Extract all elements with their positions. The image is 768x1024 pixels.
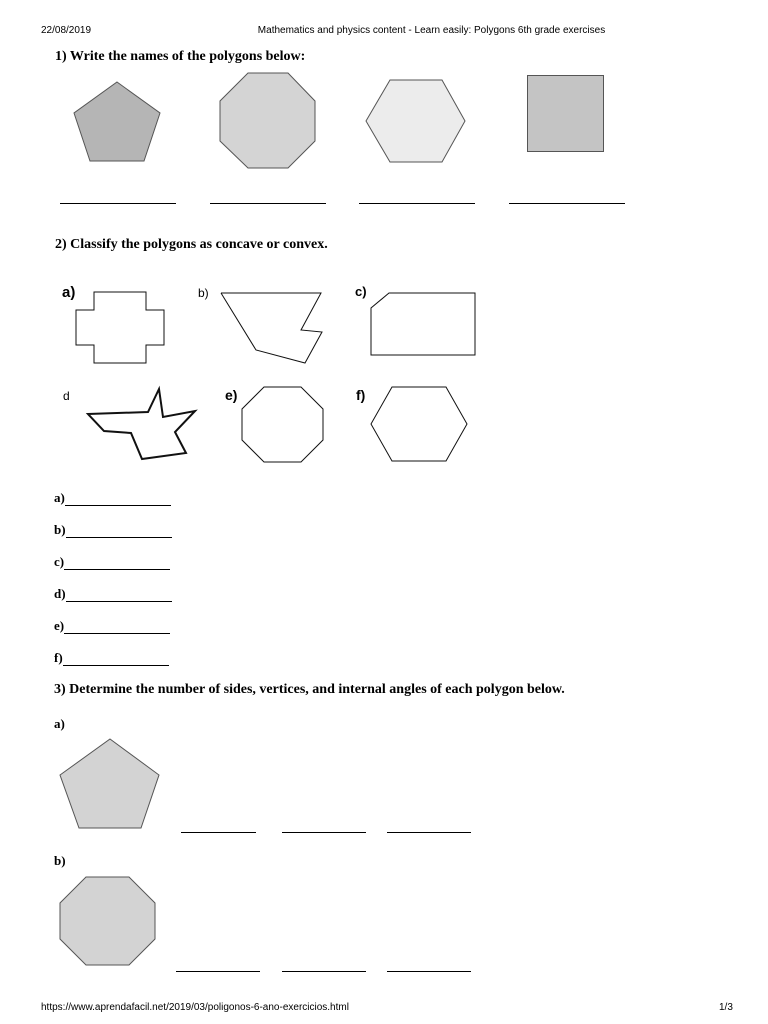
answer-blank[interactable] [64,622,170,634]
answer-label: e) [54,618,65,633]
answer-label: b) [54,522,66,537]
answer-blank[interactable] [65,494,171,506]
answer-blank[interactable] [66,526,172,538]
q3a-vertices-line[interactable] [282,832,366,833]
q3b-angles-line[interactable] [387,971,471,972]
answer-blank[interactable] [63,654,169,666]
answer-label: d) [54,586,66,601]
q3b-vertices-line[interactable] [282,971,366,972]
q3-octagon-shape [59,876,157,966]
figure-label-e: e) [225,387,238,403]
page-number: 1/3 [719,1002,733,1013]
q3-label-a: a) [54,716,65,731]
q3b-sides-line[interactable] [176,971,260,972]
answer-blank[interactable] [66,590,172,602]
answer-row-a[interactable] [54,490,171,506]
answer-row-b[interactable] [54,522,172,538]
q3-label-b: b) [54,853,66,868]
figure-label-d: d [63,389,70,403]
answer-row-e[interactable] [54,618,170,634]
question-1-title: 1) Write the names of the polygons below: [55,49,306,64]
figure-label-c: c) [355,284,367,299]
answer-blank[interactable] [64,558,170,570]
answer-row-c[interactable] [54,554,170,570]
figure-label-b: b) [198,286,209,300]
answer-row-f[interactable] [54,650,169,666]
answer-label: c) [54,554,65,569]
answer-label: a) [54,490,65,505]
print-date: 22/08/2019 [41,25,92,36]
q3-pentagon-shape [58,737,162,831]
figure-label-a: a) [62,284,76,301]
q3a-sides-line[interactable] [181,832,256,833]
figure-label-f: f) [356,387,366,403]
page-title: Mathematics and physics content - Learn easily: Polygons 6th grade exercises [257,25,606,36]
answer-row-d[interactable] [54,586,172,602]
source-url[interactable]: https://www.aprendafacil.net/2019/03/poligonos-6-ano-exercicios.html [41,1002,349,1013]
question-3-title: 3) Determine the number of sides, vertices, and internal angles of each polygon below. [54,682,565,697]
q3a-angles-line[interactable] [387,832,471,833]
question-2-title: 2) Classify the polygons as concave or convex. [55,237,328,252]
answer-label: f) [54,650,63,665]
